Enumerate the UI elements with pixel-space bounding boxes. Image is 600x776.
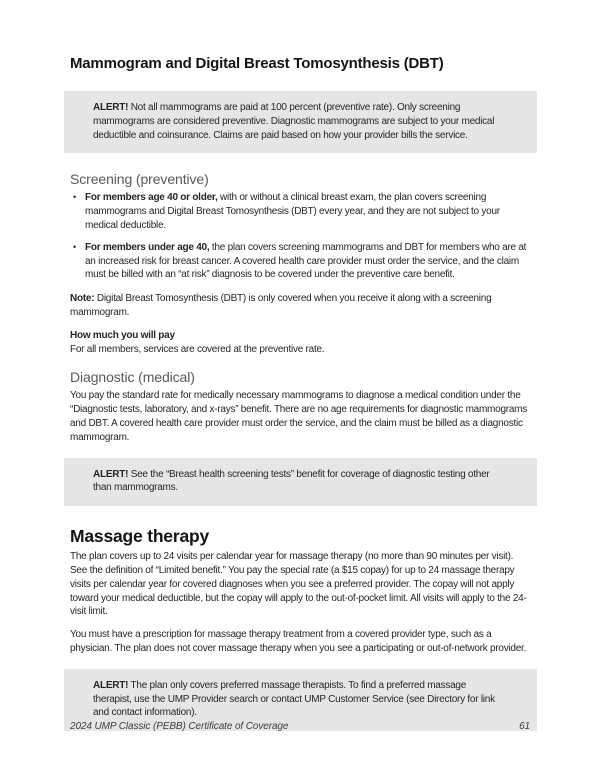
subheading-how-much-you-will-pay: How much you will pay [70, 329, 175, 341]
page-footer [70, 721, 530, 732]
footer-document-title: 2024 UMP Classic (PEBB) Certificate of Coverage [70, 721, 289, 732]
alert-text [93, 101, 499, 142]
alert-box-breast-health-screening [64, 458, 537, 507]
screening-bullet-list [70, 191, 530, 282]
alert-text [93, 468, 499, 496]
massage-paragraph-1: The plan covers up to 24 visits per calendar year for massage therapy (no more than 90 minutes per visit). See the definition of “Limited benefit.” You pay the special rate (a $15 copay) for up to 24 massage therapy visits per calendar year for covered diagnoses when you see a preferred provider. The copay will not apply toward your medical deductible, but the copay will apply to the out-of-pocket limit. All visits will apply to the 24-visit limit. [70, 551, 527, 618]
note-label: Note: [70, 293, 95, 305]
alert-label: ALERT! [93, 468, 129, 480]
bullet-text: with or without a clinical breast exam, the plan covers screening mammograms and Digital Breast Tomosynthesis (DBT) every year, and they are not subject to your medical deductible. [85, 192, 500, 231]
alert-box-mammogram-payment [64, 91, 537, 153]
bullet-lead: For members age 40 or older, [85, 192, 218, 204]
alert-body: The plan only covers preferred massage therapists. To find a preferred massage therapist, use the UMP Provider search or contact UMP Customer Service (see Directory for link and contact information). [93, 679, 495, 719]
note-text: Digital Breast Tomosynthesis (DBT) is only covered when you receive it along with a screening mammogram. [70, 293, 492, 318]
page-title: Mammogram and Digital Breast Tomosynthesis (DBT) [70, 55, 444, 72]
bullet-members-40-or-older [85, 191, 530, 232]
diagnostic-paragraph: You pay the standard rate for medically necessary mammograms to diagnose a medical condition under the “Diagnostic tests, laboratory, and x-rays” benefit. There are no age requirements for diagnostic mammograms and DBT. A covered health care provider must order the service, and the claim must be billed as a diagnostic mammogram. [70, 390, 527, 443]
section-heading-diagnostic: Diagnostic (medical) [70, 369, 195, 386]
section-heading-screening: Screening (preventive) [70, 171, 209, 188]
alert-body: Not all mammograms are paid at 100 percent (preventive rate). Only screening mammograms are considered preventive. Diagnostic mammograms are subject to your medical deductible and coinsurance. Claims are paid based on how your provider bills the service. [93, 102, 495, 141]
bullet-lead: For members under age 40, [85, 241, 210, 253]
section-heading-massage-therapy: Massage therapy [70, 526, 210, 547]
alert-label: ALERT! [93, 679, 129, 691]
alert-text [93, 679, 499, 720]
alert-body: See the “Breast health screening tests” benefit for coverage of diagnostic testing other than mammograms. [93, 468, 490, 494]
note-paragraph [70, 292, 530, 320]
footer-page-number: 61 [519, 721, 530, 732]
bullet-text: the plan covers screening mammograms and DBT for members who are at an increased risk for breast cancer. A covered health care provider must order the service, and the claim must be billed with an “at risk” diagnosis to be covered under the preventive care benefit. [85, 241, 527, 281]
bullet-members-under-40 [85, 241, 530, 282]
pay-text: For all members, services are covered at the preventive rate. [70, 343, 325, 355]
alert-label: ALERT! [93, 102, 129, 113]
massage-paragraph-2: You must have a prescription for massage therapy treatment from a covered provider type, such as a physician. The plan does not cover massage therapy when you see a participating or out-of-network provider. [70, 629, 527, 654]
